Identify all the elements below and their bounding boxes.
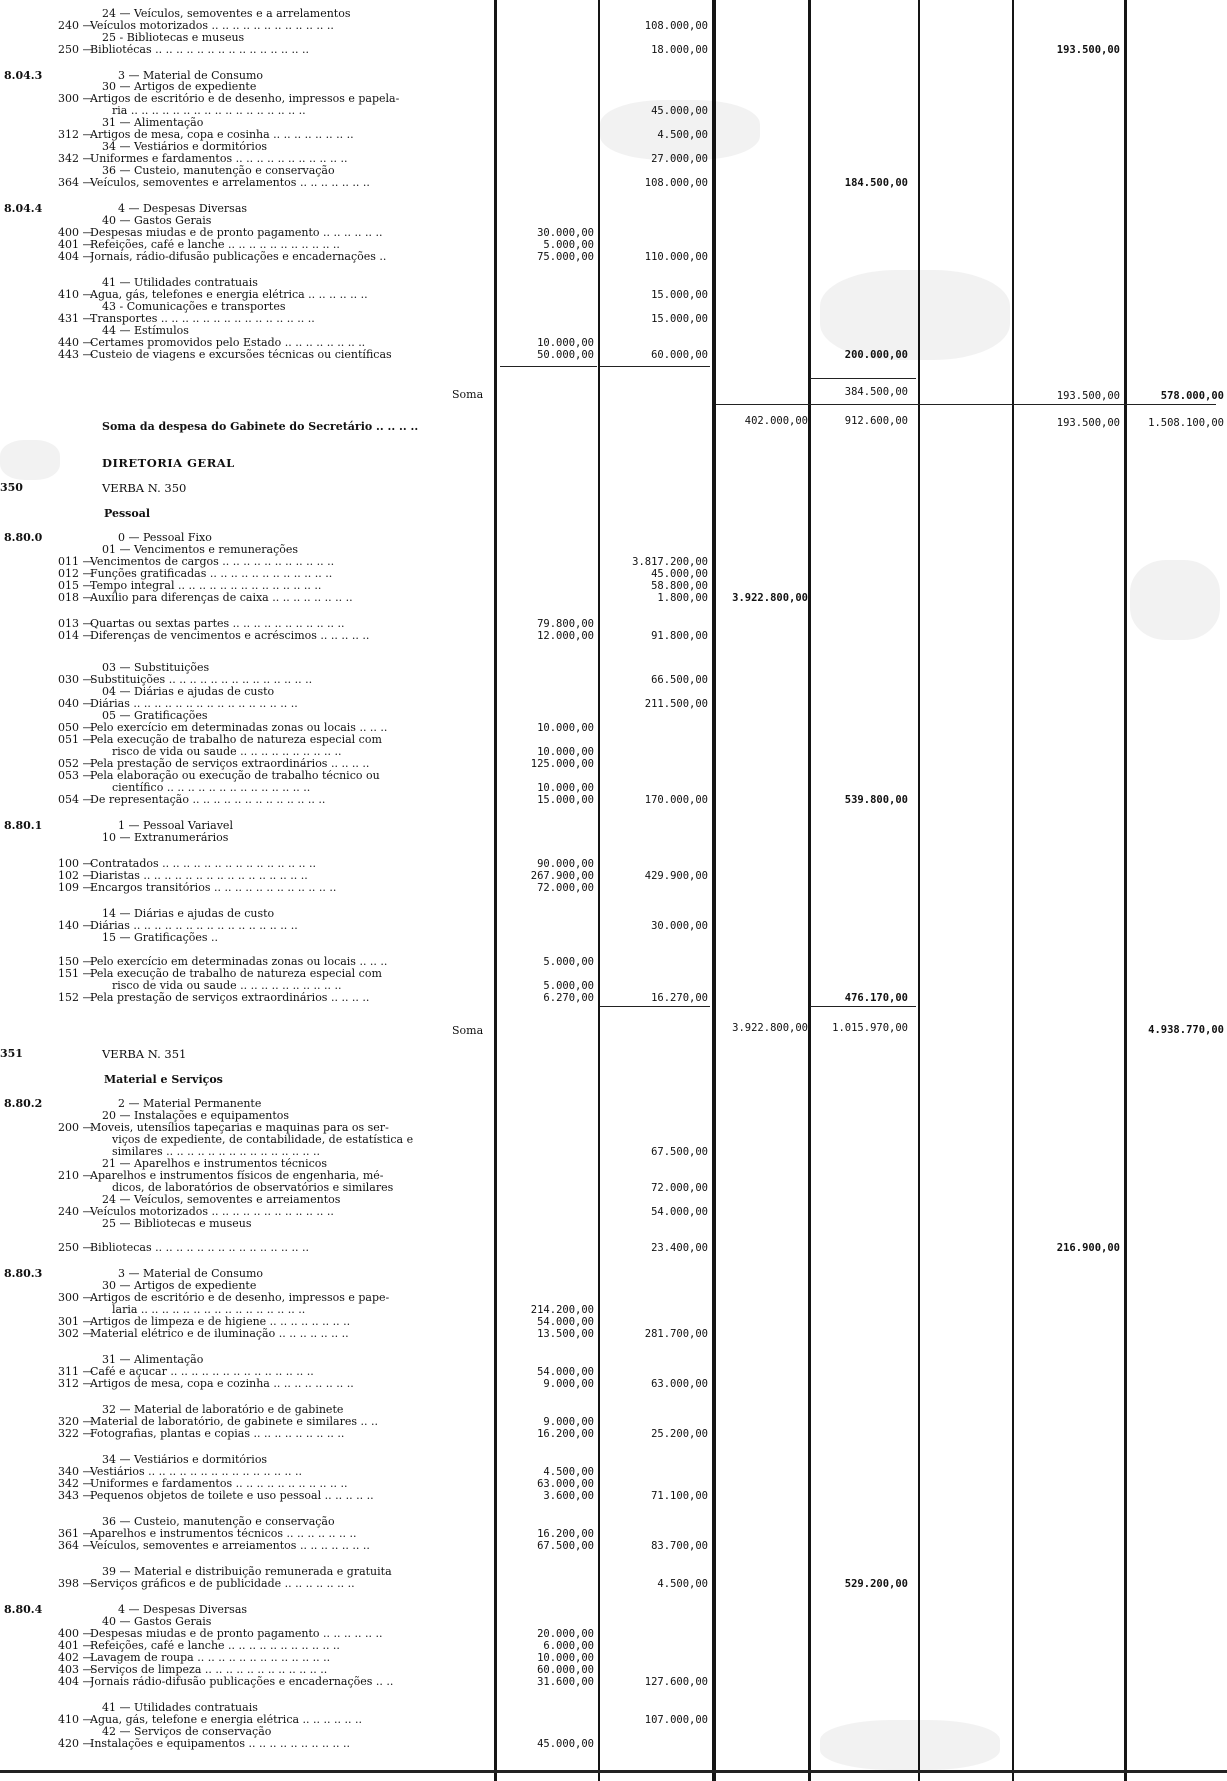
item-description: Auxílio para diferenças de caixa .. .. .. .. .. .. .. .. xyxy=(90,592,353,604)
amount-c2: 125.000,00 xyxy=(530,758,594,770)
item-description: 41 — Utilidades contratuais xyxy=(102,277,258,289)
verba-title: VERBA N. 350 xyxy=(102,481,187,495)
amount-c2: 13.500,00 xyxy=(537,1328,594,1340)
item-code: 443 — xyxy=(58,348,94,361)
soma-gabinete-label: Soma da despesa do Gabinete do Secretário .. .. .. .. xyxy=(102,420,419,433)
section-heading: DIRETORIA GERAL xyxy=(102,456,235,470)
scan-smudge xyxy=(0,440,60,480)
soma-value: 1.508.100,00 xyxy=(1148,417,1224,429)
item-description: Jornais, rádio-difusão publicações e encadernações .. xyxy=(90,251,387,263)
amount-c3: 18.000,00 xyxy=(651,44,708,56)
item-description: 14 — Diárias e ajudas de custo xyxy=(102,908,275,920)
amount-c3: 25.200,00 xyxy=(651,1428,708,1440)
item-code: 342 — xyxy=(58,152,94,165)
item-description: 40 — Gastos Gerais xyxy=(102,1616,212,1628)
item-description: 43 - Comunicações e transportes xyxy=(102,301,286,313)
item-code: 404 — xyxy=(58,250,94,263)
item-code: 400 — xyxy=(58,1627,94,1640)
item-code: 401 — xyxy=(58,238,94,251)
item-description: Aparelhos e instrumentos técnicos .. .. .. .. .. .. .. xyxy=(90,1528,357,1540)
amount-c3: 91.800,00 xyxy=(651,630,708,642)
amount-c3: 72.000,00 xyxy=(651,1182,708,1194)
soma-label: Soma xyxy=(452,1024,484,1037)
item-description: Pelo exercício em determinadas zonas ou locais .. .. .. xyxy=(90,722,388,734)
item-description: risco de vida ou saude .. .. .. .. .. .. .. .. .. .. xyxy=(112,746,342,758)
item-description: 44 — Estímulos xyxy=(102,325,189,337)
subtotal-rule xyxy=(810,1006,916,1007)
amount-c3: 83.700,00 xyxy=(651,1540,708,1552)
item-description: Pela prestação de serviços extraordinários .. .. .. .. xyxy=(90,992,370,1004)
amount-c3: 211.500,00 xyxy=(644,698,708,710)
item-code: 364 — xyxy=(58,1539,94,1552)
item-description: Artigos de mesa, copa e cosinha .. .. .. .. .. .. .. .. xyxy=(90,129,354,141)
item-code: 250 — xyxy=(58,1241,94,1254)
column-rule xyxy=(1012,0,1014,1781)
item-code: 210 — xyxy=(58,1169,94,1182)
item-description: Refeições, café e lanche .. .. .. .. .. .. .. .. .. .. .. xyxy=(90,239,340,251)
item-description: Contratados .. .. .. .. .. .. .. .. .. .. .. .. .. .. .. xyxy=(90,858,316,870)
item-description: Pela execução de trabalho de natureza especial com xyxy=(90,968,382,980)
item-description: Pelo exercício em determinadas zonas ou locais .. .. .. xyxy=(90,956,388,968)
amount-c3: 429.900,00 xyxy=(644,870,708,882)
amount-c3: 16.270,00 xyxy=(651,992,708,1004)
item-code: 240 — xyxy=(58,1205,94,1218)
item-description: 05 — Gratificações xyxy=(102,710,208,722)
item-description: Serviços gráficos e de publicidade .. .. .. .. .. .. .. xyxy=(90,1578,355,1590)
amount-c2: 10.000,00 xyxy=(537,1652,594,1664)
item-code: 102 — xyxy=(58,869,94,882)
item-description: 0 — Pessoal Fixo xyxy=(118,532,212,544)
item-code: 404 — xyxy=(58,1675,94,1688)
subtotal-rule xyxy=(500,366,597,367)
item-code: 150 — xyxy=(58,955,94,968)
item-description: Artigos de mesa, copa e cozinha .. .. .. .. .. .. .. .. xyxy=(90,1378,354,1390)
item-description: 24 — Veículos, semoventes e arreiamentos xyxy=(102,1194,341,1206)
amount-c2: 4.500,00 xyxy=(543,1466,594,1478)
item-code: 054 — xyxy=(58,793,94,806)
subsection-title: Material e Serviços xyxy=(104,1073,223,1086)
item-code: 050 — xyxy=(58,721,94,734)
item-description: 1 — Pessoal Variavel xyxy=(118,820,233,832)
soma-label: Soma xyxy=(452,388,484,401)
item-description: Fotografias, plantas e copias .. .. .. .. .. .. .. .. .. xyxy=(90,1428,345,1440)
amount-c2: 267.900,00 xyxy=(530,870,594,882)
soma-value: 384.500,00 xyxy=(844,386,908,398)
item-description: Material de laboratório, de gabinete e similares .. .. xyxy=(90,1416,378,1428)
amount-c2: 16.200,00 xyxy=(537,1528,594,1540)
item-description: similares .. .. .. .. .. .. .. .. .. .. .. .. .. .. .. xyxy=(112,1146,320,1158)
item-description: 4 — Despesas Diversas xyxy=(118,203,248,215)
item-code: 052 — xyxy=(58,757,94,770)
item-description: 30 — Artigos de expediente xyxy=(102,1280,257,1292)
item-description: 42 — Serviços de conservação xyxy=(102,1726,272,1738)
item-description: Diaristas .. .. .. .. .. .. .. .. .. .. .. .. .. .. .. .. xyxy=(90,870,308,882)
amount-c3: 3.817.200,00 xyxy=(632,556,708,568)
amount-c2: 30.000,00 xyxy=(537,227,594,239)
classification-code: 8.80.1 xyxy=(4,819,43,832)
item-code: 361 — xyxy=(58,1527,94,1540)
amount-c3: 30.000,00 xyxy=(651,920,708,932)
item-description: Refeições, café e lanche .. .. .. .. .. .. .. .. .. .. .. xyxy=(90,1640,340,1652)
classification-code: 8.04.4 xyxy=(4,202,43,215)
item-description: ria .. .. .. .. .. .. .. .. .. .. .. .. .. .. .. .. .. xyxy=(112,105,306,117)
amount-c3: 127.600,00 xyxy=(644,1676,708,1688)
item-description: Quartas ou sextas partes .. .. .. .. .. .. .. .. .. .. .. xyxy=(90,618,345,630)
amount-c2: 10.000,00 xyxy=(537,722,594,734)
item-description: 03 — Substituições xyxy=(102,662,210,674)
item-description: Diferenças de vencimentos e acréscimos .. .. .. .. .. xyxy=(90,630,370,642)
classification-code: 8.04.3 xyxy=(4,69,43,82)
item-description: 15 — Gratificações .. xyxy=(102,932,219,944)
column-rule xyxy=(1124,0,1127,1781)
item-code: 100 — xyxy=(58,857,94,870)
scan-smudge xyxy=(1130,560,1220,640)
subtotal-rule xyxy=(810,378,916,379)
amount-c5: 539.800,00 xyxy=(844,794,908,806)
item-code: 018 — xyxy=(58,591,94,604)
item-description: Artigos de escritório e de desenho, impressos e papela- xyxy=(90,93,400,105)
item-description: Uniformes e fardamentos .. .. .. .. .. .. .. .. .. .. .. xyxy=(90,1478,348,1490)
item-description: Uniformes e fardamentos .. .. .. .. .. .. .. .. .. .. .. xyxy=(90,153,348,165)
item-description: Artigos de limpeza e de higiene .. .. .. .. .. .. .. .. xyxy=(90,1316,351,1328)
amount-c3: 1.800,00 xyxy=(657,592,708,604)
item-description: 25 - Bibliotecas e museus xyxy=(102,32,245,44)
item-description: Encargos transitórios .. .. .. .. .. .. .. .. .. .. .. .. xyxy=(90,882,337,894)
amount-c3: 4.500,00 xyxy=(657,1578,708,1590)
item-description: Funções gratificadas .. .. .. .. .. .. .. .. .. .. .. .. xyxy=(90,568,333,580)
amount-c7: 216.900,00 xyxy=(1056,1242,1120,1254)
soma-value: 912.600,00 xyxy=(844,415,908,427)
item-description: Bibliotecas .. .. .. .. .. .. .. .. .. .. .. .. .. .. .. xyxy=(90,1242,309,1254)
item-description: 3 — Material de Consumo xyxy=(118,1268,264,1280)
amount-c3: 45.000,00 xyxy=(651,568,708,580)
item-code: 364 — xyxy=(58,176,94,189)
item-code: 014 — xyxy=(58,629,94,642)
item-description: Certames promovidos pelo Estado .. .. .. .. .. .. .. .. xyxy=(90,337,366,349)
item-description: Vencimentos de cargos .. .. .. .. .. .. .. .. .. .. .. xyxy=(90,556,335,568)
amount-c2: 15.000,00 xyxy=(537,794,594,806)
item-description: Veículos motorizados .. .. .. .. .. .. .. .. .. .. .. .. xyxy=(90,1206,334,1218)
amount-c3: 15.000,00 xyxy=(651,313,708,325)
classification-code: 8.80.2 xyxy=(4,1097,43,1110)
item-description: científico .. .. .. .. .. .. .. .. .. .. .. .. .. .. xyxy=(112,782,311,794)
soma-value: 402.000,00 xyxy=(744,415,808,427)
subtotal-rule xyxy=(716,404,1216,405)
item-code: 343 — xyxy=(58,1489,94,1502)
item-description: 4 — Despesas Diversas xyxy=(118,1604,248,1616)
item-description: dicos, de laboratórios de observatórios e similares xyxy=(112,1182,394,1194)
item-description: Agua, gás, telefones e energia elétrica .. .. .. .. .. .. xyxy=(90,289,368,301)
amount-c3: 108.000,00 xyxy=(644,177,708,189)
amount-c2: 5.000,00 xyxy=(543,980,594,992)
amount-c2: 60.000,00 xyxy=(537,1664,594,1676)
amount-c3: 66.500,00 xyxy=(651,674,708,686)
item-description: 40 — Gastos Gerais xyxy=(102,215,212,227)
amount-c5: 529.200,00 xyxy=(844,1578,908,1590)
item-code: 152 — xyxy=(58,991,94,1004)
item-code: 013 — xyxy=(58,617,94,630)
verba-number: 351 xyxy=(0,1047,23,1060)
item-description: Café e açucar .. .. .. .. .. .. .. .. .. .. .. .. .. .. xyxy=(90,1366,314,1378)
item-description: Aparelhos e instrumentos físicos de engenharia, mé- xyxy=(90,1170,384,1182)
subtotal-rule xyxy=(600,366,710,367)
amount-c2: 214.200,00 xyxy=(530,1304,594,1316)
amount-c2: 10.000,00 xyxy=(537,782,594,794)
item-description: Artigos de escritório e de desenho, impressos e pape- xyxy=(90,1292,390,1304)
item-code: 340 — xyxy=(58,1465,94,1478)
scan-smudge xyxy=(820,270,1010,360)
amount-c2: 9.000,00 xyxy=(543,1378,594,1390)
amount-c3: 71.100,00 xyxy=(651,1490,708,1502)
item-description: Custeio de viagens e excursões técnicas ou científicas xyxy=(90,349,392,361)
item-code: 015 — xyxy=(58,579,94,592)
amount-c2: 54.000,00 xyxy=(537,1316,594,1328)
amount-c3: 4.500,00 xyxy=(657,129,708,141)
item-description: Material elétrico e de iluminação .. .. .. .. .. .. .. xyxy=(90,1328,349,1340)
item-code: 312 — xyxy=(58,128,94,141)
item-code: 109 — xyxy=(58,881,94,894)
item-code: 151 — xyxy=(58,967,94,980)
item-description: 36 — Custeio, manutenção e conservação xyxy=(102,165,335,177)
classification-code: 8.80.3 xyxy=(4,1267,43,1280)
soma-value: 3.922.800,00 xyxy=(732,1022,808,1034)
amount-c2: 45.000,00 xyxy=(537,1738,594,1750)
amount-c2: 6.000,00 xyxy=(543,1640,594,1652)
item-code: 322 — xyxy=(58,1427,94,1440)
item-code: 431 — xyxy=(58,312,94,325)
item-description: 30 — Artigos de expediente xyxy=(102,81,257,93)
subtotal-rule xyxy=(600,1006,710,1007)
item-code: 053 — xyxy=(58,769,94,782)
item-description: 3 — Material de Consumo xyxy=(118,70,264,82)
item-description: 41 — Utilidades contratuais xyxy=(102,1702,258,1714)
item-description: risco de vida ou saude .. .. .. .. .. .. .. .. .. .. xyxy=(112,980,342,992)
item-code: 240 — xyxy=(58,19,94,32)
item-code: 011 — xyxy=(58,555,94,568)
item-code: 403 — xyxy=(58,1663,94,1676)
item-code: 410 — xyxy=(58,1713,94,1726)
item-code: 320 — xyxy=(58,1415,94,1428)
amount-c2: 50.000,00 xyxy=(537,349,594,361)
column-rule xyxy=(598,0,600,1781)
item-code: 401 — xyxy=(58,1639,94,1652)
item-description: 2 — Material Permanente xyxy=(118,1098,262,1110)
amount-c2: 72.000,00 xyxy=(537,882,594,894)
scan-smudge xyxy=(820,1720,1000,1770)
item-description: 31 — Alimentação xyxy=(102,1354,204,1366)
soma-value: 193.500,00 xyxy=(1056,417,1120,429)
amount-c2: 67.500,00 xyxy=(537,1540,594,1552)
item-description: Diárias .. .. .. .. .. .. .. .. .. .. .. .. .. .. .. .. xyxy=(90,920,298,932)
item-code: 200 — xyxy=(58,1121,94,1134)
amount-c3: 63.000,00 xyxy=(651,1378,708,1390)
amount-c2: 16.200,00 xyxy=(537,1428,594,1440)
amount-c2: 5.000,00 xyxy=(543,956,594,968)
amount-c5: 476.170,00 xyxy=(844,992,908,1004)
bottom-rule xyxy=(0,1770,1227,1773)
amount-c2: 31.600,00 xyxy=(537,1676,594,1688)
item-description: viços de expediente, de contabilidade, de estatística e xyxy=(112,1134,414,1146)
amount-c3: 58.800,00 xyxy=(651,580,708,592)
amount-c2: 54.000,00 xyxy=(537,1366,594,1378)
item-description: Veículos, semoventes e arreiamentos .. .. .. .. .. .. .. xyxy=(90,1540,370,1552)
amount-c2: 90.000,00 xyxy=(537,858,594,870)
item-description: 25 — Bibliotecas e museus xyxy=(102,1218,252,1230)
item-code: 300 — xyxy=(58,1291,94,1304)
item-description: Despesas miudas e de pronto pagamento .. .. .. .. .. .. xyxy=(90,1628,383,1640)
soma-value: 578.000,00 xyxy=(1160,390,1224,402)
item-description: 20 — Instalações e equipamentos xyxy=(102,1110,290,1122)
item-description: Instalações e equipamentos .. .. .. .. .. .. .. .. .. .. xyxy=(90,1738,350,1750)
amount-c3: 170.000,00 xyxy=(644,794,708,806)
item-description: Substituições .. .. .. .. .. .. .. .. .. .. .. .. .. .. xyxy=(90,674,313,686)
item-code: 250 — xyxy=(58,43,94,56)
amount-c2: 6.270,00 xyxy=(543,992,594,1004)
amount-c2: 79.800,00 xyxy=(537,618,594,630)
item-description: 21 — Aparelhos e instrumentos técnicos xyxy=(102,1158,328,1170)
item-code: 140 — xyxy=(58,919,94,932)
amount-c3: 54.000,00 xyxy=(651,1206,708,1218)
item-code: 311 — xyxy=(58,1365,94,1378)
item-description: 31 — Alimentação xyxy=(102,117,204,129)
item-description: Jornais rádio-difusão publicações e encadernações .. .. xyxy=(90,1676,394,1688)
item-code: 440 — xyxy=(58,336,94,349)
column-rule xyxy=(712,0,716,1781)
item-code: 410 — xyxy=(58,288,94,301)
amount-c2: 12.000,00 xyxy=(537,630,594,642)
amount-c3: 107.000,00 xyxy=(644,1714,708,1726)
amount-c3: 60.000,00 xyxy=(651,349,708,361)
item-description: 34 — Vestiários e dormitórios xyxy=(102,1454,268,1466)
item-description: Serviços de limpeza .. .. .. .. .. .. .. .. .. .. .. .. xyxy=(90,1664,328,1676)
classification-code: 8.80.4 xyxy=(4,1603,43,1616)
column-rule xyxy=(918,0,920,1781)
item-code: 300 — xyxy=(58,92,94,105)
item-description: 10 — Extranumerários xyxy=(102,832,229,844)
item-description: De representação .. .. .. .. .. .. .. .. .. .. .. .. .. xyxy=(90,794,326,806)
amount-c2: 20.000,00 xyxy=(537,1628,594,1640)
column-rule xyxy=(494,0,497,1781)
amount-c2: 3.600,00 xyxy=(543,1490,594,1502)
amount-c3: 23.400,00 xyxy=(651,1242,708,1254)
item-code: 030 — xyxy=(58,673,94,686)
soma-value: 1.015.970,00 xyxy=(832,1022,908,1034)
amount-c7: 193.500,00 xyxy=(1056,44,1120,56)
item-description: Lavagem de roupa .. .. .. .. .. .. .. .. .. .. .. .. .. xyxy=(90,1652,331,1664)
amount-c4: 3.922.800,00 xyxy=(732,592,808,604)
item-code: 312 — xyxy=(58,1377,94,1390)
item-description: Moveis, utensílios tapeçarias e maquinas para os ser- xyxy=(90,1122,389,1134)
amount-c5: 200.000,00 xyxy=(844,349,908,361)
item-description: Tempo integral .. .. .. .. .. .. .. .. .. .. .. .. .. .. xyxy=(90,580,322,592)
amount-c3: 15.000,00 xyxy=(651,289,708,301)
item-description: 36 — Custeio, manutenção e conservação xyxy=(102,1516,335,1528)
item-code: 342 — xyxy=(58,1477,94,1490)
item-code: 400 — xyxy=(58,226,94,239)
amount-c3: 281.700,00 xyxy=(644,1328,708,1340)
item-description: Veículos motorizados .. .. .. .. .. .. .. .. .. .. .. .. xyxy=(90,20,334,32)
item-code: 040 — xyxy=(58,697,94,710)
item-description: Pela prestação de serviços extraordinários .. .. .. .. xyxy=(90,758,370,770)
item-description: Pela execução de trabalho de natureza especial com xyxy=(90,734,382,746)
amount-c3: 67.500,00 xyxy=(651,1146,708,1158)
item-description: 24 — Veículos, semoventes e a arrelamentos xyxy=(102,8,351,20)
item-description: Pequenos objetos de toilete e uso pessoal .. .. .. .. .. xyxy=(90,1490,374,1502)
item-description: Transportes .. .. .. .. .. .. .. .. .. .. .. .. .. .. .. xyxy=(90,313,315,325)
item-code: 420 — xyxy=(58,1737,94,1750)
classification-code: 8.80.0 xyxy=(4,531,43,544)
item-code: 301 — xyxy=(58,1315,94,1328)
amount-c2: 75.000,00 xyxy=(537,251,594,263)
item-description: Despesas miudas e de pronto pagamento .. .. .. .. .. .. xyxy=(90,227,383,239)
amount-c3: 110.000,00 xyxy=(644,251,708,263)
amount-c3: 45.000,00 xyxy=(651,105,708,117)
item-description: Bibliotécas .. .. .. .. .. .. .. .. .. .. .. .. .. .. .. xyxy=(90,44,309,56)
item-code: 051 — xyxy=(58,733,94,746)
amount-c2: 5.000,00 xyxy=(543,239,594,251)
item-code: 302 — xyxy=(58,1327,94,1340)
amount-c3: 27.000,00 xyxy=(651,153,708,165)
amount-c2: 9.000,00 xyxy=(543,1416,594,1428)
item-code: 398 — xyxy=(58,1577,94,1590)
soma-value: 193.500,00 xyxy=(1056,390,1120,402)
item-code: 012 — xyxy=(58,567,94,580)
item-description: Agua, gás, telefone e energia elétrica .. .. .. .. .. .. xyxy=(90,1714,362,1726)
item-description: Vestiários .. .. .. .. .. .. .. .. .. .. .. .. .. .. .. xyxy=(90,1466,302,1478)
amount-c3: 108.000,00 xyxy=(644,20,708,32)
item-description: 39 — Material e distribuição remunerada e gratuita xyxy=(102,1566,392,1578)
amount-c2: 63.000,00 xyxy=(537,1478,594,1490)
item-description: 01 — Vencimentos e remunerações xyxy=(102,544,299,556)
amount-c2: 10.000,00 xyxy=(537,746,594,758)
item-description: 32 — Material de laboratório e de gabinete xyxy=(102,1404,344,1416)
amount-c2: 10.000,00 xyxy=(537,337,594,349)
item-description: laria .. .. .. .. .. .. .. .. .. .. .. .. .. .. .. .. xyxy=(112,1304,306,1316)
soma-value: 4.938.770,00 xyxy=(1148,1024,1224,1036)
subsection-title: Pessoal xyxy=(104,507,151,520)
item-description: 34 — Vestiários e dormitórios xyxy=(102,141,268,153)
column-rule xyxy=(808,0,811,1781)
item-code: 402 — xyxy=(58,1651,94,1664)
item-description: Diárias .. .. .. .. .. .. .. .. .. .. .. .. .. .. .. .. xyxy=(90,698,298,710)
amount-c5: 184.500,00 xyxy=(844,177,908,189)
item-description: Veículos, semoventes e arrelamentos .. .. .. .. .. .. .. xyxy=(90,177,370,189)
item-description: 04 — Diárias e ajudas de custo xyxy=(102,686,275,698)
item-description: Pela elaboração ou execução de trabalho técnico ou xyxy=(90,770,380,782)
verba-number: 350 xyxy=(0,481,23,494)
verba-title: VERBA N. 351 xyxy=(102,1047,187,1061)
